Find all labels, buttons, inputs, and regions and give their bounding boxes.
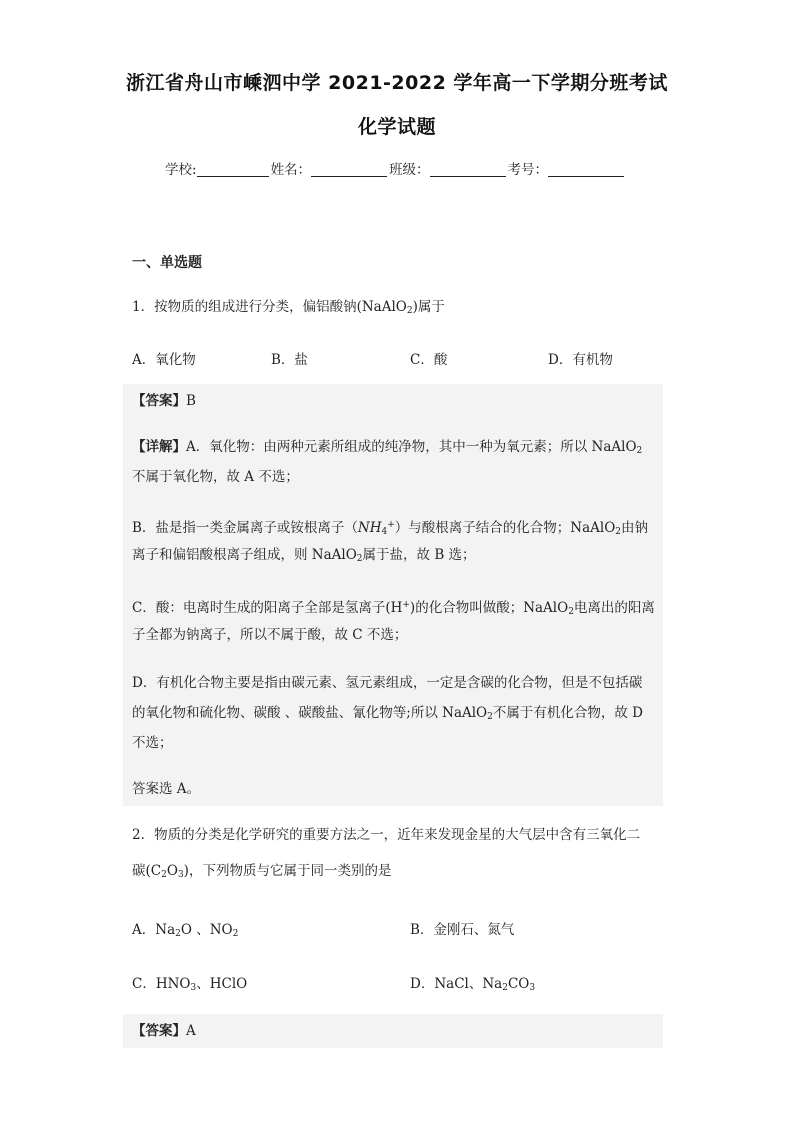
question-1-stem: [132, 292, 662, 326]
answer-label: 【答案】: [132, 393, 186, 409]
detail-b-text: B．盐是指一类金属离子或铵根离子（: [132, 520, 358, 536]
q1-stem-text: 1．按物质的组成进行分类，偏铝酸钠: [132, 299, 357, 315]
q2-formula-c: C: [150, 863, 162, 879]
detail-b-text-2: ）与酸根离子结合的化合物；NaAlO: [394, 520, 616, 536]
answer-value: A: [186, 1023, 196, 1039]
detail-c-text: C．酸：电离时生成的阳离子全部是氢离子(H: [132, 600, 403, 616]
student-info-line: [165, 158, 626, 178]
q1-detail-a-line1: [132, 432, 660, 466]
detail-b-text-3: 由钠: [621, 520, 649, 536]
q2-option-d-sep: 、: [468, 976, 483, 992]
q1-formula: (NaAlO: [356, 299, 407, 315]
q2-option-d-na-sub: 2: [502, 983, 508, 993]
detail-c-sub: 2: [568, 607, 574, 617]
q2-option-a-na-sub: 2: [175, 929, 181, 939]
q1-detail-a-line2: 不属于氧化物，故 A 不选；: [132, 469, 299, 485]
q2-option-a-sep: 、: [191, 922, 210, 938]
detail-d-sub: 2: [487, 712, 493, 722]
q2-option-a[interactable]: [132, 918, 238, 939]
q1-answer-panel: [123, 384, 663, 806]
question-2-stem-line1: 2．物质的分类是化学研究的重要方法之一，近年来发现金星的大气层中含有三氧化二: [132, 827, 641, 843]
detail-d-text-2: 的氧化物和硫化物、碳酸 、碳酸盐、氰化物等;所以 NaAlO: [132, 705, 488, 721]
q2-option-d-co: CO: [507, 976, 530, 992]
detail-a-sub: 2: [636, 446, 643, 456]
name-label: 姓名：: [270, 162, 312, 178]
q1-option-b[interactable]: B．盐: [271, 352, 308, 368]
exam-subtitle: 化学试题: [357, 116, 436, 138]
question-2-stem-line2: [132, 856, 662, 890]
q2-option-a-no-sub: 2: [232, 929, 239, 939]
detail-c-sup: +: [402, 600, 410, 610]
q2-option-c-rest: 、HClO: [196, 976, 248, 992]
q2-option-d[interactable]: [410, 972, 535, 993]
q2-option-a-na: Na: [155, 922, 176, 938]
q2-option-a-no: NO: [209, 922, 233, 938]
q2-option-d-nacl: NaCl: [434, 976, 469, 992]
detail-b-sub-3: 2: [356, 554, 363, 564]
detail-c-text-2: )的化合物叫做酸；NaAlO: [409, 600, 569, 616]
q2-option-c[interactable]: [132, 972, 247, 993]
q2-option-c-prefix: C．: [132, 976, 156, 992]
q2-formula-o-sub: 3: [177, 870, 184, 880]
exam-title: 浙江省舟山市嵊泗中学 2021-2022 学年高一下学期分班考试: [126, 72, 668, 94]
q1-detail-d-line1: D．有机化合物主要是指由碳元素、氢元素组成，一定是含碳的化合物，但是不包括碳: [132, 675, 643, 691]
answer-value: B: [186, 393, 196, 409]
class-blank[interactable]: [430, 162, 506, 177]
q2-option-d-co-sub: 3: [529, 983, 536, 993]
q1-conclusion: 答案选 A。: [132, 781, 201, 797]
q2-stem-text: 碳(: [132, 863, 151, 879]
detail-b-nh: NH: [357, 520, 382, 536]
q2-option-a-o: O: [180, 922, 192, 938]
q2-answer-line: [132, 1016, 660, 1046]
class-label: 班级：: [389, 162, 430, 178]
q2-option-a-prefix: A．: [132, 922, 156, 938]
q2-option-c-hno: HNO: [155, 976, 191, 992]
exam-no-label: 考号：: [507, 162, 549, 178]
detail-b-sub: 4: [381, 527, 388, 537]
q1-option-c[interactable]: C．酸: [410, 352, 448, 368]
q2-option-d-na: Na: [482, 976, 503, 992]
detail-b-text-5: 属于盐，故 B 选；: [362, 547, 476, 563]
q1-option-d[interactable]: D．有机物: [548, 352, 613, 368]
q1-option-a[interactable]: A．氧化物: [132, 352, 196, 368]
name-blank[interactable]: [311, 162, 387, 177]
school-label: 学校:: [165, 162, 197, 178]
detail-label: 【详解】: [132, 439, 186, 455]
q2-stem-text-2: )，下列物质与它属于同一类别的是: [183, 863, 392, 879]
q2-option-b[interactable]: B．金刚石、氮气: [410, 922, 515, 938]
q1-detail-d-line2: [132, 698, 660, 732]
answer-label: 【答案】: [132, 1023, 186, 1039]
q2-answer-panel: [123, 1014, 663, 1048]
school-blank[interactable]: [197, 162, 269, 177]
q2-formula-o: O: [166, 863, 178, 879]
exam-no-blank[interactable]: [548, 162, 624, 177]
q1-detail-d-line3: 不选；: [132, 735, 173, 751]
q1-formula-sub: 2: [406, 306, 413, 316]
detail-b-text-4: 离子和偏铝酸根离子组成，则 NaAlO: [132, 547, 357, 563]
q2-option-d-prefix: D．: [410, 976, 435, 992]
detail-d-text-3: 不属于有机化合物，故 D: [492, 705, 643, 721]
q1-detail-b-line2: [132, 540, 660, 574]
q1-stem-suffix: 属于: [417, 299, 445, 315]
q2-formula-c-sub: 2: [161, 870, 167, 880]
q1-answer-line: [132, 386, 660, 416]
detail-b-sup: +: [387, 520, 395, 530]
detail-c-text-3: 电离出的阳离: [573, 600, 655, 616]
q2-option-c-hno-sub: 3: [190, 983, 197, 993]
q1-detail-c-line2: 子全都为钠离子，所以不属于酸，故 C 不选；: [132, 627, 408, 643]
detail-b-sub-2: 2: [615, 527, 622, 537]
section-title: 一、单选题: [132, 255, 202, 271]
detail-a-text: A．氧化物：由两种元素所组成的纯净物，其中一种为氧元素；所以 NaAlO: [186, 439, 637, 455]
q1-formula-end: ): [412, 299, 418, 315]
